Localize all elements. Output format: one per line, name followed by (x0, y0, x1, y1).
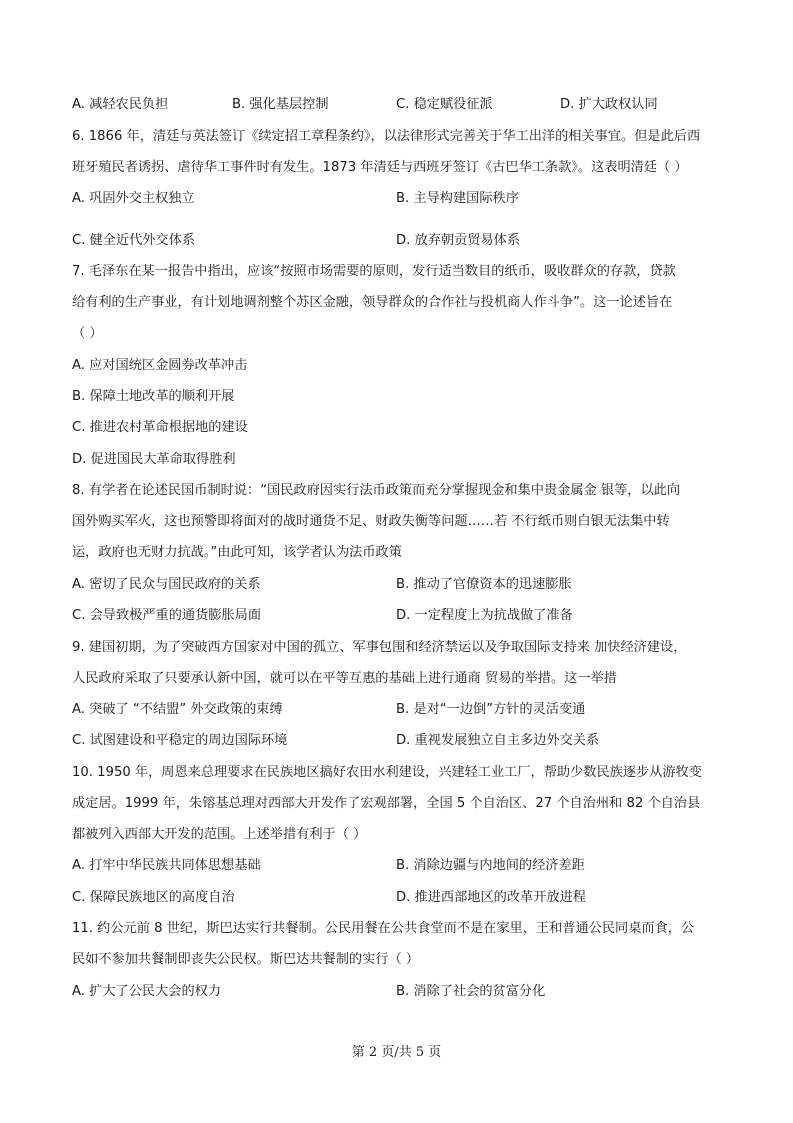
q11-option-a: A. 扩大了公民大会的权力 (72, 984, 222, 999)
q5-option-b: B. 强化基层控制 (232, 97, 329, 112)
q9-option-c: C. 试图建设和平稳定的周边国际环境 (72, 733, 288, 748)
q10-option-d: D. 推进西部地区的改革开放进程 (396, 890, 586, 905)
q8-stem-line-2: 国外购买军火，这也预警即将面对的战时通货不足、财政失衡等问题……若 不行纸币则白银无法集中转 (72, 514, 670, 529)
q9-option-b: B. 是对“一边倒”方针的灵活变通 (396, 702, 586, 717)
q9-option-a: A. 突破了 “不结盟” 外交政策的束缚 (72, 702, 283, 717)
q7-option-d: D. 促进国民大革命取得胜利 (72, 452, 236, 467)
q5-option-a: A. 减轻农民负担 (72, 97, 169, 112)
q6-stem-line-2: 班牙殖民者诱拐、虐待华工事件时有发生。1873 年清廷与西班牙签订《古巴华工条款》。这表明清廷（ ） (72, 160, 688, 175)
q8-stem-line-1: 8. 有学者在论述民国币制时说：“国民政府因实行法币政策而充分掌握现金和集中贵金属金 银等，以此向 (72, 483, 681, 498)
q10-stem-line-1: 10. 1950 年，周恩来总理要求在民族地区搞好农田水利建设，兴建轻工业工厂，帮助少数民族逐步从游牧变 (72, 765, 702, 780)
q5-option-d: D. 扩大政权认同 (560, 97, 658, 112)
q10-option-b: B. 消除边疆与内地间的经济差距 (396, 858, 585, 873)
q10-stem-line-3: 都被列入西部大开发的范围。上述举措有利于（ ） (72, 827, 367, 842)
q7-option-a: A. 应对国统区金圆券改革冲击 (72, 358, 248, 373)
q9-stem-line-1: 9. 建国初期，为了突破西方国家对中国的孤立、军事包围和经济禁运以及争取国际支持来 加快经济建设， (72, 640, 687, 655)
q7-stem-line-2: 给有利的生产事业，有计划地调剂整个苏区金融，领导群众的合作社与投机商人作斗争”。这一论述旨在 (72, 295, 673, 310)
q7-stem-line-3: （ ） (72, 326, 103, 341)
q6-option-b: B. 主导构建国际秩序 (396, 191, 519, 206)
q8-option-a: A. 密切了民众与国民政府的关系 (72, 577, 261, 592)
q7-stem-line-1: 7. 毛泽东在某一报告中指出，应该“按照市场需要的原则，发行适当数目的纸币，吸收群众的存款，贷款 (72, 264, 676, 279)
q11-option-b: B. 消除了社会的贫富分化 (396, 984, 546, 999)
q8-option-c: C. 会导致极严重的通货膨胀局面 (72, 608, 262, 623)
q8-option-d: D. 一定程度上为抗战做了准备 (396, 608, 573, 623)
q8-stem-line-3: 运，政府也无财力抗战。”由此可知，该学者认为法币政策 (72, 545, 402, 560)
q6-option-a: A. 巩固外交主权独立 (72, 191, 195, 206)
q11-stem-line-1: 11. 约公元前 8 世纪，斯巴达实行共餐制。公民用餐在公共食堂而不是在家里，王和普通公民同桌而食，公 (72, 921, 695, 936)
q10-option-c: C. 保障民族地区的高度自治 (72, 890, 235, 905)
q10-option-a: A. 打牢中华民族共同体思想基础 (72, 858, 261, 873)
q6-stem-line-1: 6. 1866 年，清廷与英法签订《续定招工章程条约》，以法律形式完善关于华工出洋的相关事宜。但是此后西 (72, 129, 701, 144)
q7-option-c: C. 推进农村革命根据地的建设 (72, 420, 248, 435)
q5-option-c: C. 稳定赋役征派 (396, 97, 493, 112)
q9-option-d: D. 重视发展独立自主多边外交关系 (396, 733, 600, 748)
q6-option-c: C. 健全近代外交体系 (72, 233, 196, 248)
q6-option-d: D. 放弃朝贡贸易体系 (396, 233, 521, 248)
q11-stem-line-2: 民如不参加共餐制即丧失公民权。斯巴达共餐制的实行（ ） (72, 952, 420, 967)
q7-option-b: B. 保障土地改革的顺利开展 (72, 389, 235, 404)
q10-stem-line-2: 成定居。1999 年，朱镕基总理对西部大开发作了宏观部署，全国 5 个自治区、27 个自治州和 82 个自治县 (72, 796, 701, 811)
page-number-footer: 第 2 页/共 5 页 (351, 1045, 442, 1060)
q8-option-b: B. 推动了官僚资本的迅速膨胀 (396, 577, 572, 592)
q9-stem-line-2: 人民政府采取了只要承认新中国，就可以在平等互惠的基础上进行通商 贸易的举措。这一举措 (72, 671, 617, 686)
